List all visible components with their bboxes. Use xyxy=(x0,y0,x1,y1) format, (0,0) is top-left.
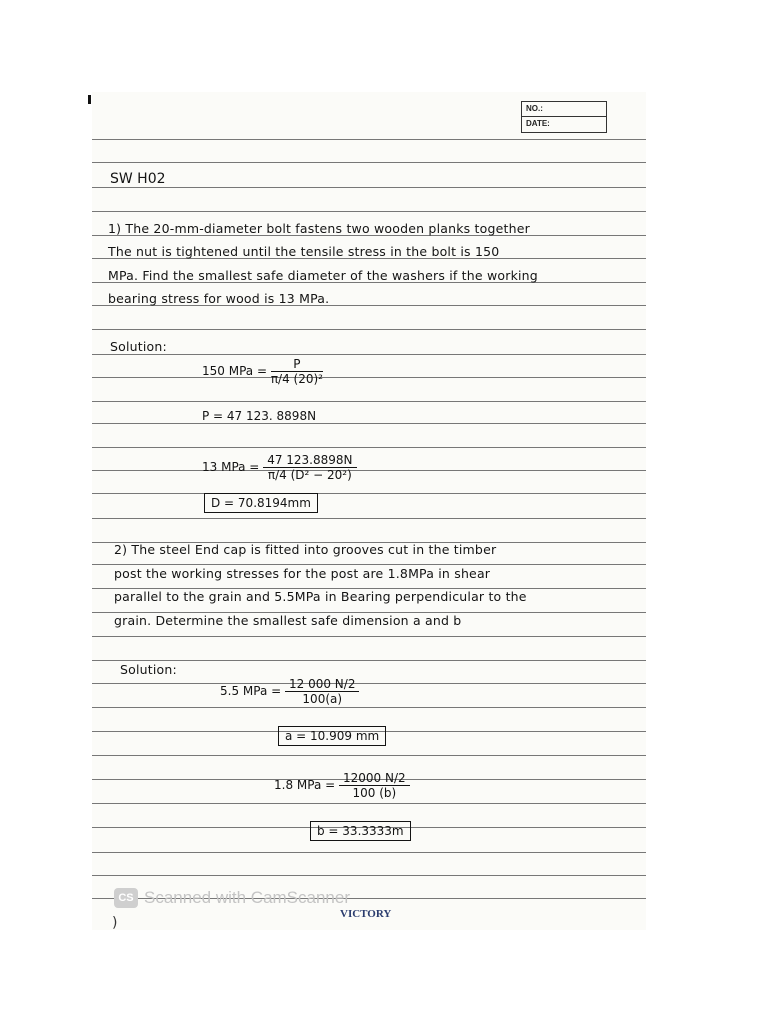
ruled-line xyxy=(92,211,646,212)
ruled-line xyxy=(92,803,646,804)
problem2-equation-1 xyxy=(220,678,359,705)
eq3-lhs: 13 MPa = xyxy=(202,460,260,474)
problem1-line-4: bearing stress for wood is 13 MPa. xyxy=(108,291,330,306)
ruled-line xyxy=(92,401,646,402)
ruled-line xyxy=(92,683,646,684)
p2-eq1-fraction xyxy=(285,678,359,705)
problem2-solution-label: Solution: xyxy=(120,662,177,677)
ruled-line xyxy=(92,660,646,661)
p2-eq2-fraction xyxy=(339,772,410,799)
watermark-text: Scanned with CamScanner xyxy=(144,888,351,907)
p2-eq1-numerator: 12 000 N/2 xyxy=(285,678,359,692)
ruled-line xyxy=(92,852,646,853)
problem2-line-1: 2) The steel End cap is fitted into grooves cut in the timber xyxy=(114,542,497,557)
assignment-title: SW H02 xyxy=(110,171,166,187)
ruled-line xyxy=(92,755,646,756)
notebook-brand: VICTORY xyxy=(340,908,392,920)
ruled-line xyxy=(92,354,646,355)
no-field: NO.: xyxy=(522,102,606,117)
p2-eq2-numerator: 12000 N/2 xyxy=(339,772,410,786)
ruled-line xyxy=(92,187,646,188)
ruled-line xyxy=(92,493,646,494)
ruled-line xyxy=(92,162,646,163)
eq3-fraction xyxy=(263,454,356,481)
problem1-answer: D = 70.8194mm xyxy=(204,493,318,513)
eq3-numerator: 47 123.8898N xyxy=(263,454,356,468)
problem1-answer-wrapper xyxy=(204,497,318,509)
ruled-line xyxy=(92,139,646,140)
header-box xyxy=(521,101,607,133)
problem1-solution-label: Solution: xyxy=(110,339,167,354)
answer-a: a = 10.909 mm xyxy=(278,726,386,746)
ruled-line xyxy=(92,636,646,637)
answer-b: b = 33.3333m xyxy=(310,821,411,841)
p2-eq2-lhs: 1.8 MPa = xyxy=(274,778,336,792)
ruled-line xyxy=(92,707,646,708)
eq3-denominator: π/4 (D² − 20²) xyxy=(267,468,352,482)
problem1-equation-3 xyxy=(202,454,357,481)
camscanner-logo-icon: CS xyxy=(114,888,138,908)
page-corner-mark: ) xyxy=(112,915,118,931)
eq1-fraction xyxy=(271,358,323,385)
problem2-line-3: parallel to the grain and 5.5MPa in Bearing perpendicular to the xyxy=(114,589,527,604)
p2-eq1-denominator: 100(a) xyxy=(302,692,343,706)
problem1-line-3: MPa. Find the smallest safe diameter of the washers if the working xyxy=(108,268,538,283)
ruled-line xyxy=(92,447,646,448)
ruled-line xyxy=(92,329,646,330)
date-field: DATE: xyxy=(526,119,550,128)
ruled-line xyxy=(92,518,646,519)
ruled-line xyxy=(92,470,646,471)
problem1-line-1: 1) The 20-mm-diameter bolt fastens two wooden planks together xyxy=(108,221,530,236)
scanner-watermark xyxy=(114,888,350,908)
answer-b-wrapper xyxy=(310,825,411,837)
p2-eq1-lhs: 5.5 MPa = xyxy=(220,684,282,698)
page-edge-mark xyxy=(88,95,91,104)
notebook-page xyxy=(92,92,646,930)
ruled-line xyxy=(92,564,646,565)
ruled-line xyxy=(92,377,646,378)
problem1-equation-2: P = 47 123. 8898N xyxy=(202,409,317,423)
answer-a-wrapper xyxy=(278,730,386,742)
problem2-equation-2 xyxy=(274,772,410,799)
eq1-numerator: P xyxy=(271,358,323,372)
eq1-lhs: 150 MPa = xyxy=(202,364,267,378)
ruled-line xyxy=(92,875,646,876)
p2-eq2-denominator: 100 (b) xyxy=(352,786,397,800)
eq1-denominator: π/4 (20)² xyxy=(270,372,323,386)
problem1-line-2: The nut is tightened until the tensile stress in the bolt is 150 xyxy=(108,244,500,259)
problem1-equation-1 xyxy=(202,358,323,385)
problem2-line-4: grain. Determine the smallest safe dimension a and b xyxy=(114,613,462,628)
ruled-line xyxy=(92,423,646,424)
problem2-line-2: post the working stresses for the post are 1.8MPa in shear xyxy=(114,566,491,581)
